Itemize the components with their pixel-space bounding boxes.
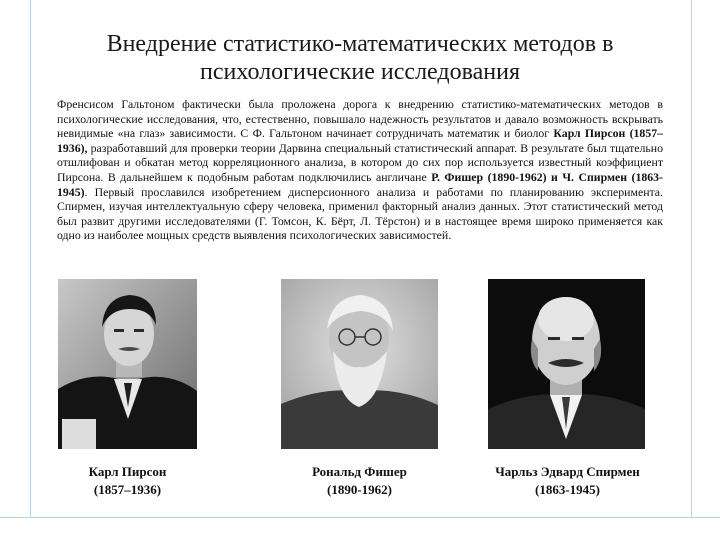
paragraph-part-2: разработавший для проверки теории Дарвина специальный статистический аппарат. В результате был тщательно отшлифован и обкатан метод корреляционного анализа, в котором до сих пор используется известный коэффициент Пирсона. В дальнейшем к подобным работам подключились англичане <box>57 140 663 184</box>
slide-frame-right <box>691 0 720 540</box>
slide-frame-bottom <box>0 517 720 540</box>
paragraph-part-3: . Первый прославился изобретением дисперсионного анализа и работами по планированию эксперимента. Спирмен, изучая интеллектуальную сферу человека, применил факторный анализ данных. Этот статистический метод был развит другими исследователями (Г. Томсон, К. Бёрт, Л. Тёрстон) и в настоящее время широко применяется как одно из наиболее мощных средств выявления психологических зависимостей. <box>57 184 663 243</box>
portrait-fisher <box>281 279 438 449</box>
caption-name: Рональд Фишер <box>312 464 407 479</box>
caption-name: Карл Пирсон <box>88 464 167 479</box>
caption-spearman <box>460 463 675 499</box>
caption-years: (1890-1962) <box>327 482 392 497</box>
title-line-1: Внедрение статистико-математических методов в <box>106 31 614 57</box>
title-line-2: психологические исследования <box>200 59 520 85</box>
paragraph-part-1: Френсисом Гальтоном фактически была проложена дорога к внедрению статистико-математических методов в психологические исследования, что, естественно, повышало надежность результатов и давало возможность вскрывать невидимые «на глаз» зависимости. С Ф. Гальтоном начинает сотрудничать математик и биолог <box>57 97 663 141</box>
body-paragraph <box>57 97 663 243</box>
caption-years: (1857–1936) <box>93 482 162 497</box>
portrait-spearman <box>488 279 645 449</box>
caption-fisher <box>262 463 457 499</box>
caption-pearson <box>40 463 215 499</box>
paragraph-bold-fisher-spearman: Р. Фишер (1890-1962) и Ч. Спирмен (1863-1945) <box>57 169 663 199</box>
slide-title <box>60 30 660 86</box>
caption-name: Чарльз Эдвард Спирмен <box>495 464 640 479</box>
slide-frame-left <box>0 0 31 540</box>
caption-years: (1863-1945) <box>535 482 600 497</box>
paragraph-bold-pearson: Карл Пирсон (1857–1936), <box>57 126 664 155</box>
portrait-pearson <box>58 279 197 449</box>
